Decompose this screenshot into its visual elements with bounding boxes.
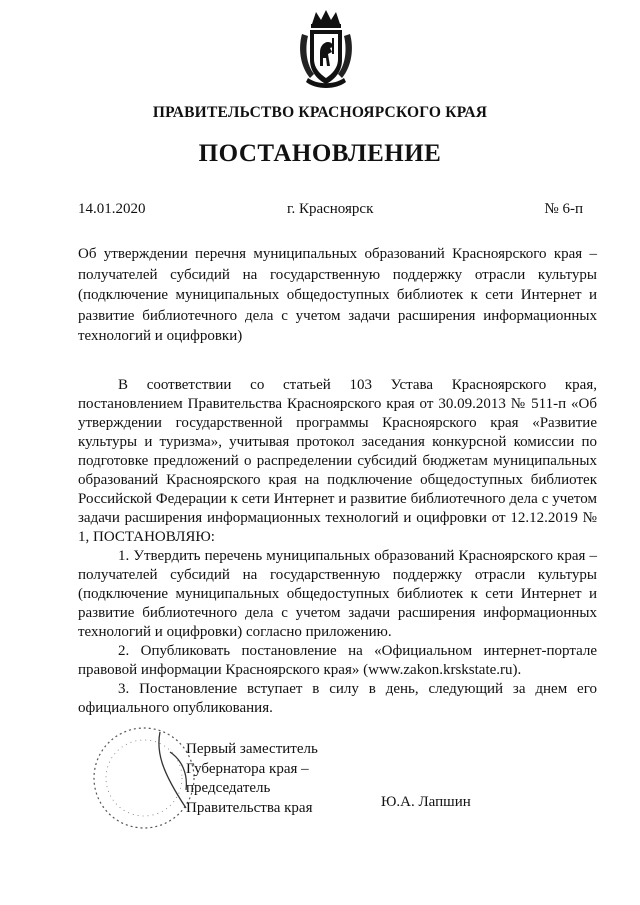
- body-item: 1. Утвердить перечень муниципальных образований Красноярского края – получателей субсидий на государственную поддержку отрасли культуры (подключение муниципальных общедоступных библиотек к сети Интернет и развитие библиотечного дела с учетом задачи расширения информационных технологий и оцифровки) согласно приложению.: [78, 548, 597, 640]
- document-subject: Об утверждении перечня муниципальных образований Красноярского края – получателей субсидий на государственную поддержку отрасли культуры (подключение муниципальных общедоступных библиотек к сети Интернет и развитие библиотечного дела с учетом задачи расширения информационных технологий и оцифровки): [78, 246, 597, 344]
- signatory-line: Первый заместитель: [186, 741, 318, 757]
- document-date: 14.01.2020: [78, 201, 146, 217]
- body-item: 3. Постановление вступает в силу в день, следующий за днем его официального опубликования.: [78, 681, 597, 716]
- document-body: [78, 376, 597, 718]
- document-number: № 6-п: [544, 201, 583, 217]
- document-city: г. Красноярск: [287, 201, 374, 217]
- organization-name: ПРАВИТЕЛЬСТВО КРАСНОЯРСКОГО КРАЯ: [152, 104, 488, 121]
- body-preamble: В соответствии со статьей 103 Устава Красноярского края, постановлением Правительства Красноярского края от 30.09.2013 № 511-п «Об утверждении государственной программы Красноярского края «Развитие культуры и туризма», учитывая протокол заседания конкурсной комиссии по подготовке предложений о распределении субсидий бюджетам муниципальных образований Красноярского края на подключение общедоступных библиотек Российской Федерации к сети Интернет и развитие библиотечного дела с учетом задачи расширения информационных технологий и оцифровки от 12.12.2019 № 1, ПОСТАНОВЛЯЮ:: [78, 377, 597, 545]
- signatory-position: [186, 740, 318, 818]
- body-item: 2. Опубликовать постановление на «Официальном интернет-портале правовой информации Красноярского края» (www.zakon.krskstate.ru).: [78, 643, 597, 678]
- official-stamp-icon: [90, 712, 198, 838]
- signatory-name: Ю.А. Лапшин: [381, 794, 471, 810]
- signatory-line: председатель: [186, 780, 271, 796]
- signatory-line: Правительства края: [186, 799, 313, 816]
- signatory-line: Губернатора края –: [186, 760, 309, 777]
- document-type-title: ПОСТАНОВЛЕНИЕ: [198, 140, 442, 167]
- krasnoyarsk-coat-of-arms-icon: [296, 8, 356, 92]
